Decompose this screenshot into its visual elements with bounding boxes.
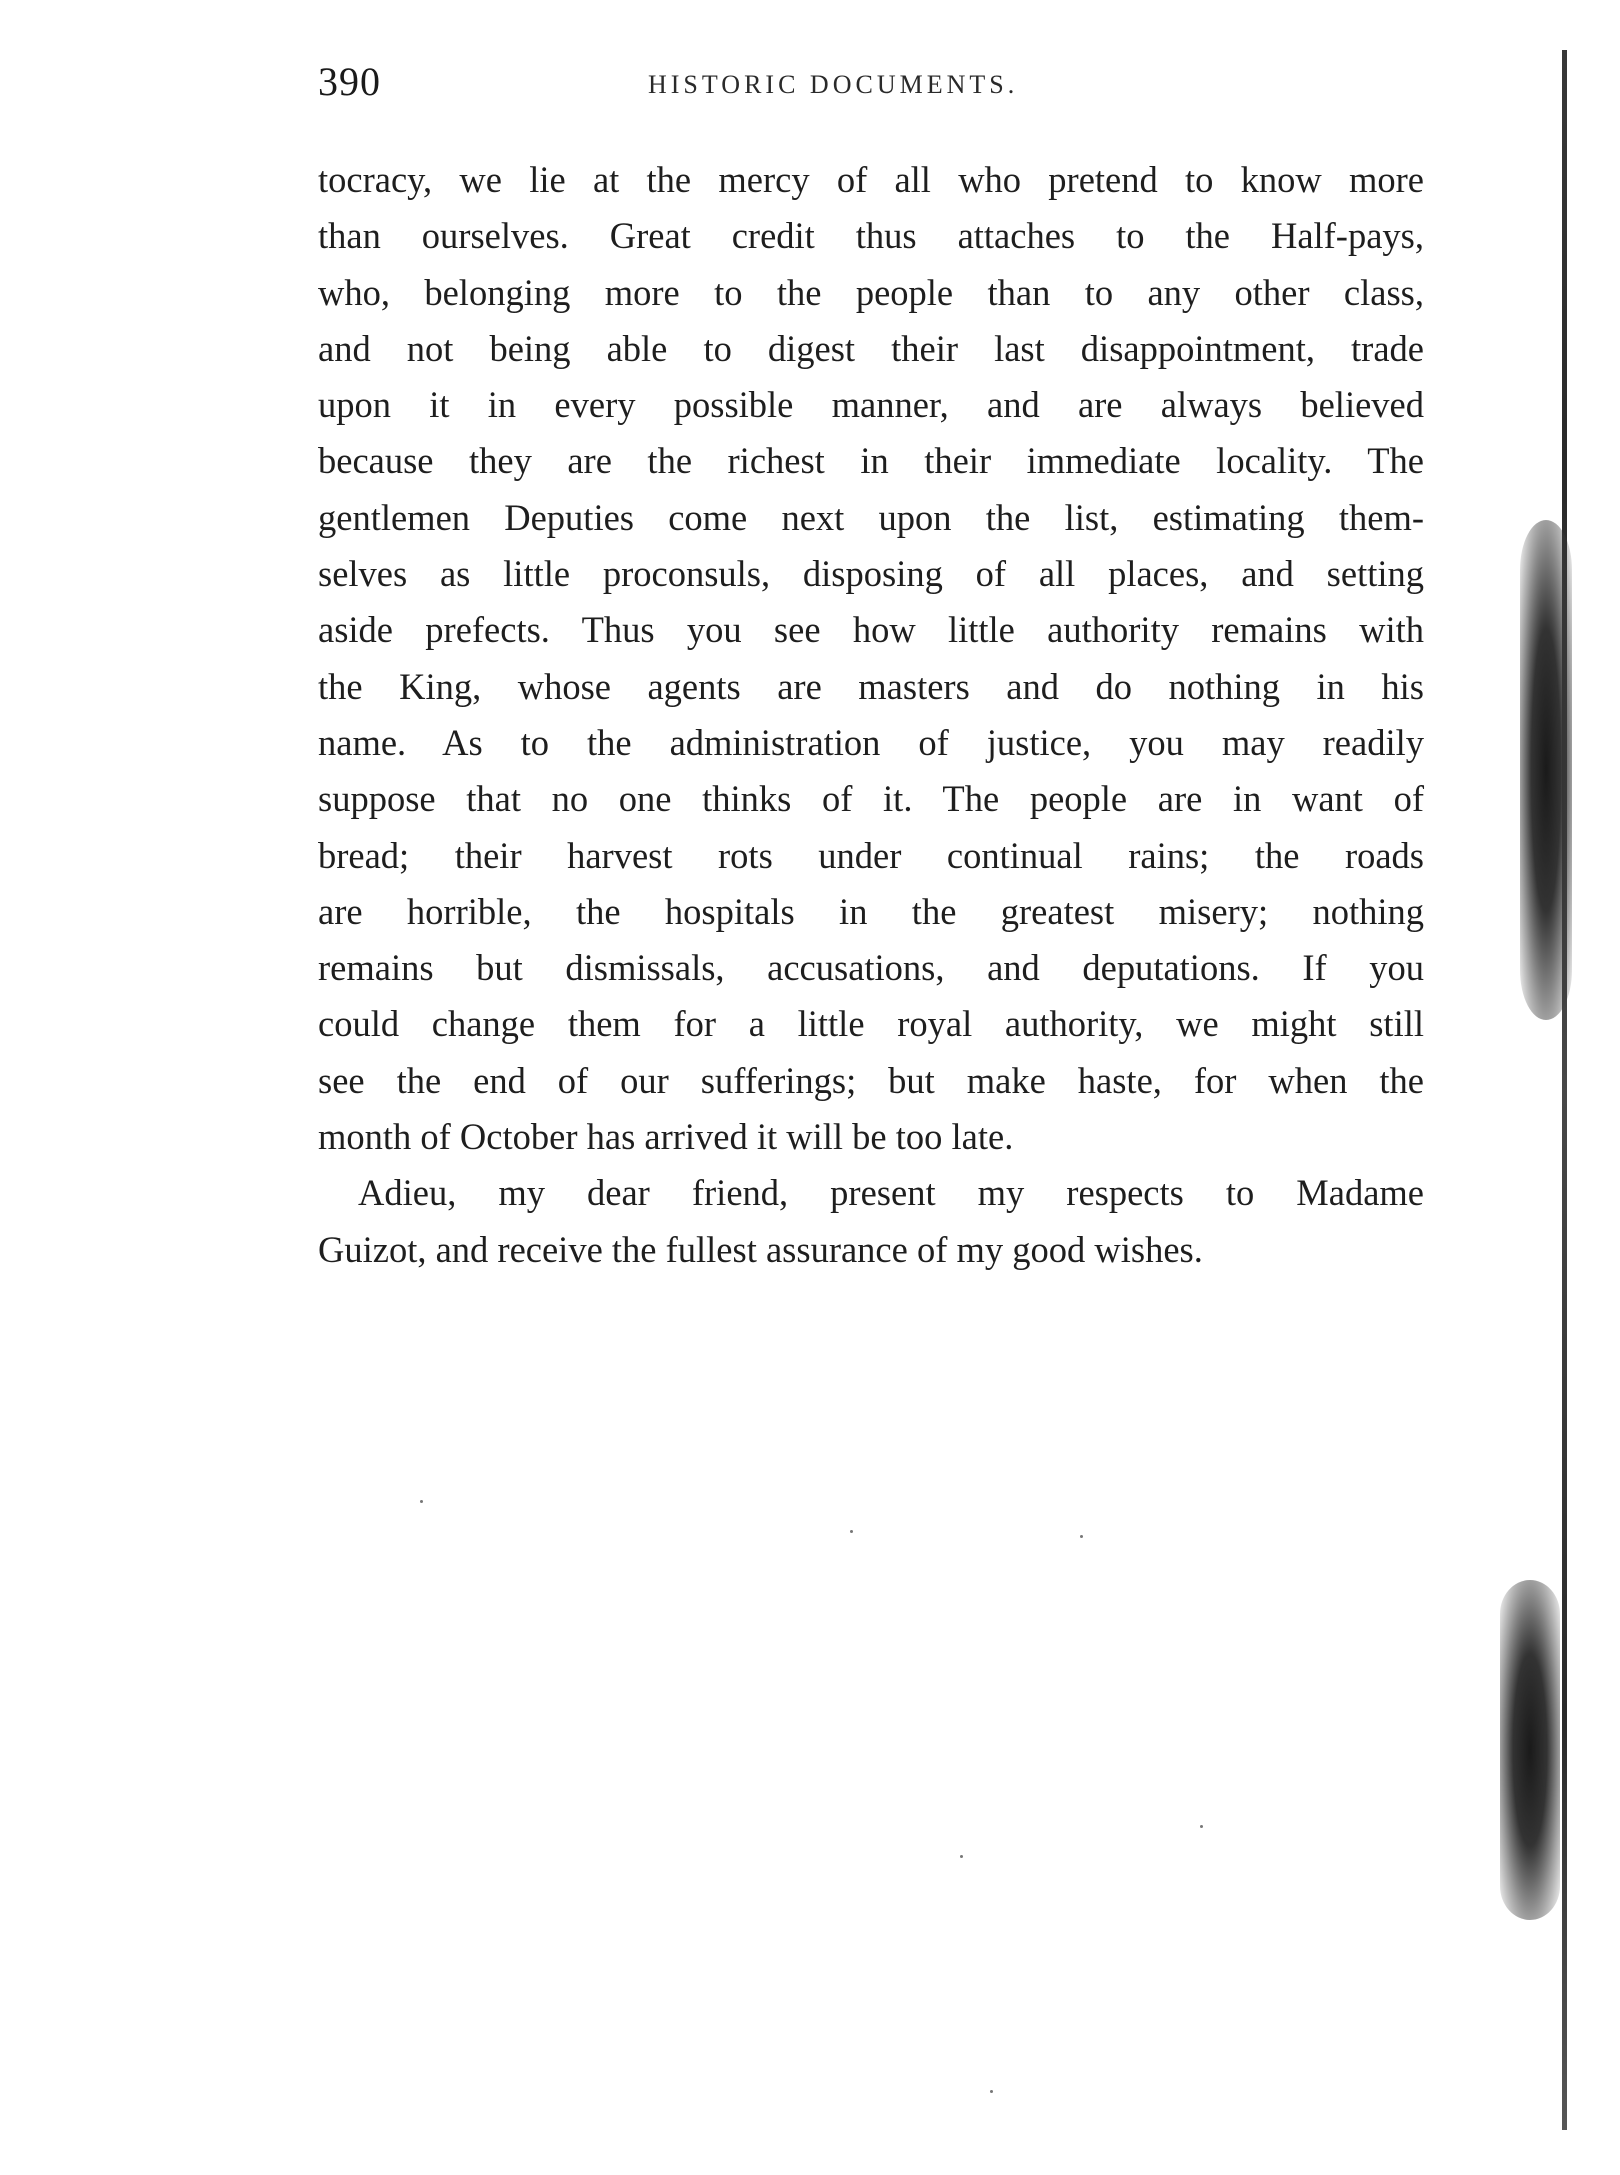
text-line: Adieu, my dear friend, present my respects to Madame: [358, 1172, 1424, 1214]
text-line: because they are the richest in their immediate locality. The: [318, 440, 1424, 482]
binding-edge: [1562, 50, 1567, 2130]
scan-speck: [850, 1530, 853, 1533]
text-line: upon it in every possible manner, and are always believed: [318, 384, 1424, 426]
scan-speck: [1200, 1825, 1203, 1828]
body-text: [318, 152, 1424, 1278]
text-line: who, belonging more to the people than to any other class,: [318, 271, 1424, 313]
text-line: than ourselves. Great credit thus attaches to the Half-pays,: [318, 215, 1424, 257]
text-line: selves as little proconsuls, disposing of all places, and setting: [318, 553, 1424, 595]
scan-smudge: [1520, 520, 1572, 1020]
text-line: are horrible, the hospitals in the greatest misery; nothing: [318, 890, 1424, 932]
paragraph: [318, 152, 1424, 1165]
text-line: bread; their harvest rots under continual rains; the roads: [318, 834, 1424, 876]
text-line: the King, whose agents are masters and do nothing in his: [318, 665, 1424, 707]
scan-speck: [1080, 1535, 1083, 1538]
text-line: remains but dismissals, accusations, and deputations. If you: [318, 947, 1424, 989]
text-line: suppose that no one thinks of it. The people are in want of: [318, 778, 1424, 820]
text-line: aside prefects. Thus you see how little authority remains with: [318, 609, 1424, 651]
text-line: could change them for a little royal authority, we might still: [318, 1003, 1424, 1045]
scan-speck: [420, 1500, 423, 1503]
running-head: [318, 58, 1424, 108]
paragraph: [318, 1165, 1424, 1278]
text-line: name. As to the administration of justice, you may readily: [318, 721, 1424, 763]
scan-speck: [990, 2090, 993, 2093]
page-number: 390: [318, 59, 381, 104]
text-line: Guizot, and receive the fullest assurance of my good wishes.: [318, 1228, 1203, 1270]
text-line: month of October has arrived it will be too late.: [318, 1116, 1014, 1158]
text-line: see the end of our sufferings; but make haste, for when the: [318, 1059, 1424, 1101]
scan-speck: [960, 1855, 963, 1858]
text-line: tocracy, we lie at the mercy of all who pretend to know more: [318, 159, 1424, 200]
running-title: HISTORIC DOCUMENTS.: [648, 70, 1019, 99]
scan-smudge: [1500, 1580, 1560, 1920]
text-line: gentlemen Deputies come next upon the list, estimating them-: [318, 496, 1424, 538]
text-line: and not being able to digest their last disappointment, trade: [318, 327, 1424, 369]
